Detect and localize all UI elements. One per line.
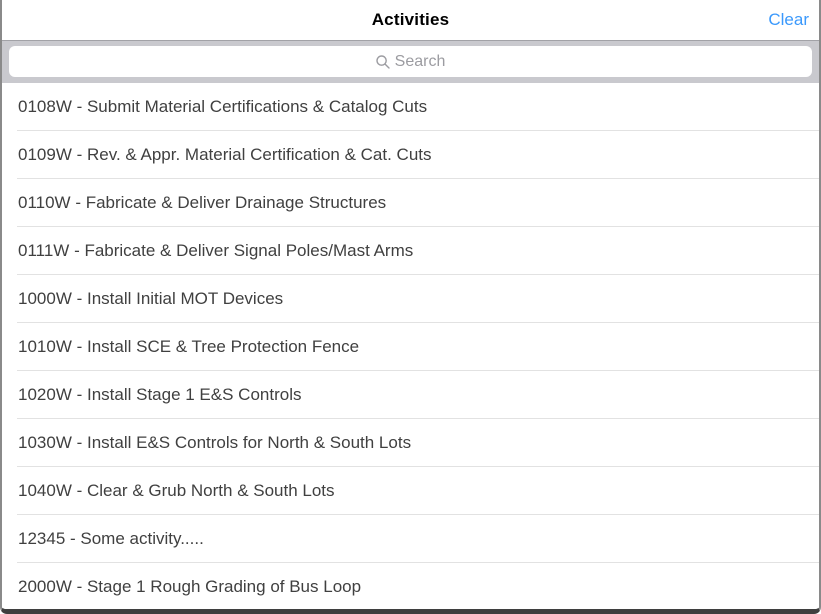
list-item[interactable] xyxy=(2,419,819,467)
search-input[interactable] xyxy=(9,46,812,77)
list-item-label: 0110W - Fabricate & Deliver Drainage Structures xyxy=(18,193,387,212)
search-placeholder: Search xyxy=(394,52,446,70)
list-item-label: 1000W - Install Initial MOT Devices xyxy=(18,289,284,308)
page-title: Activities xyxy=(371,10,450,29)
search-band xyxy=(2,41,819,83)
list-item-label: 2000W - Stage 1 Rough Grading of Bus Loop xyxy=(18,577,362,596)
list-item[interactable] xyxy=(2,83,819,131)
list-item[interactable] xyxy=(2,275,819,323)
list-item-label: 0111W - Fabricate & Deliver Signal Poles/Mast Arms xyxy=(18,241,414,260)
list-item[interactable] xyxy=(2,323,819,371)
list-item-label: 12345 - Some activity..... xyxy=(18,529,204,548)
list-item[interactable] xyxy=(2,227,819,275)
list-item-label: 0108W - Submit Material Certifications & Catalog Cuts xyxy=(18,97,428,116)
list-item[interactable] xyxy=(2,131,819,179)
list-item[interactable] xyxy=(2,467,819,515)
list-item-label: 1030W - Install E&S Controls for North & South Lots xyxy=(18,433,412,452)
activity-list xyxy=(2,83,819,609)
clear-button[interactable]: Clear xyxy=(766,0,811,40)
search-icon xyxy=(376,55,390,69)
navbar xyxy=(2,0,819,41)
list-item-label: 1020W - Install Stage 1 E&S Controls xyxy=(18,385,302,404)
list-item-label: 1040W - Clear & Grub North & South Lots xyxy=(18,481,335,500)
list-item[interactable] xyxy=(2,515,819,563)
list-item-label: 0109W - Rev. & Appr. Material Certification & Cat. Cuts xyxy=(18,145,432,164)
list-item[interactable] xyxy=(2,179,819,227)
list-item[interactable] xyxy=(2,563,819,609)
list-item-label: 1010W - Install SCE & Tree Protection Fence xyxy=(18,337,360,356)
list-item[interactable] xyxy=(2,371,819,419)
